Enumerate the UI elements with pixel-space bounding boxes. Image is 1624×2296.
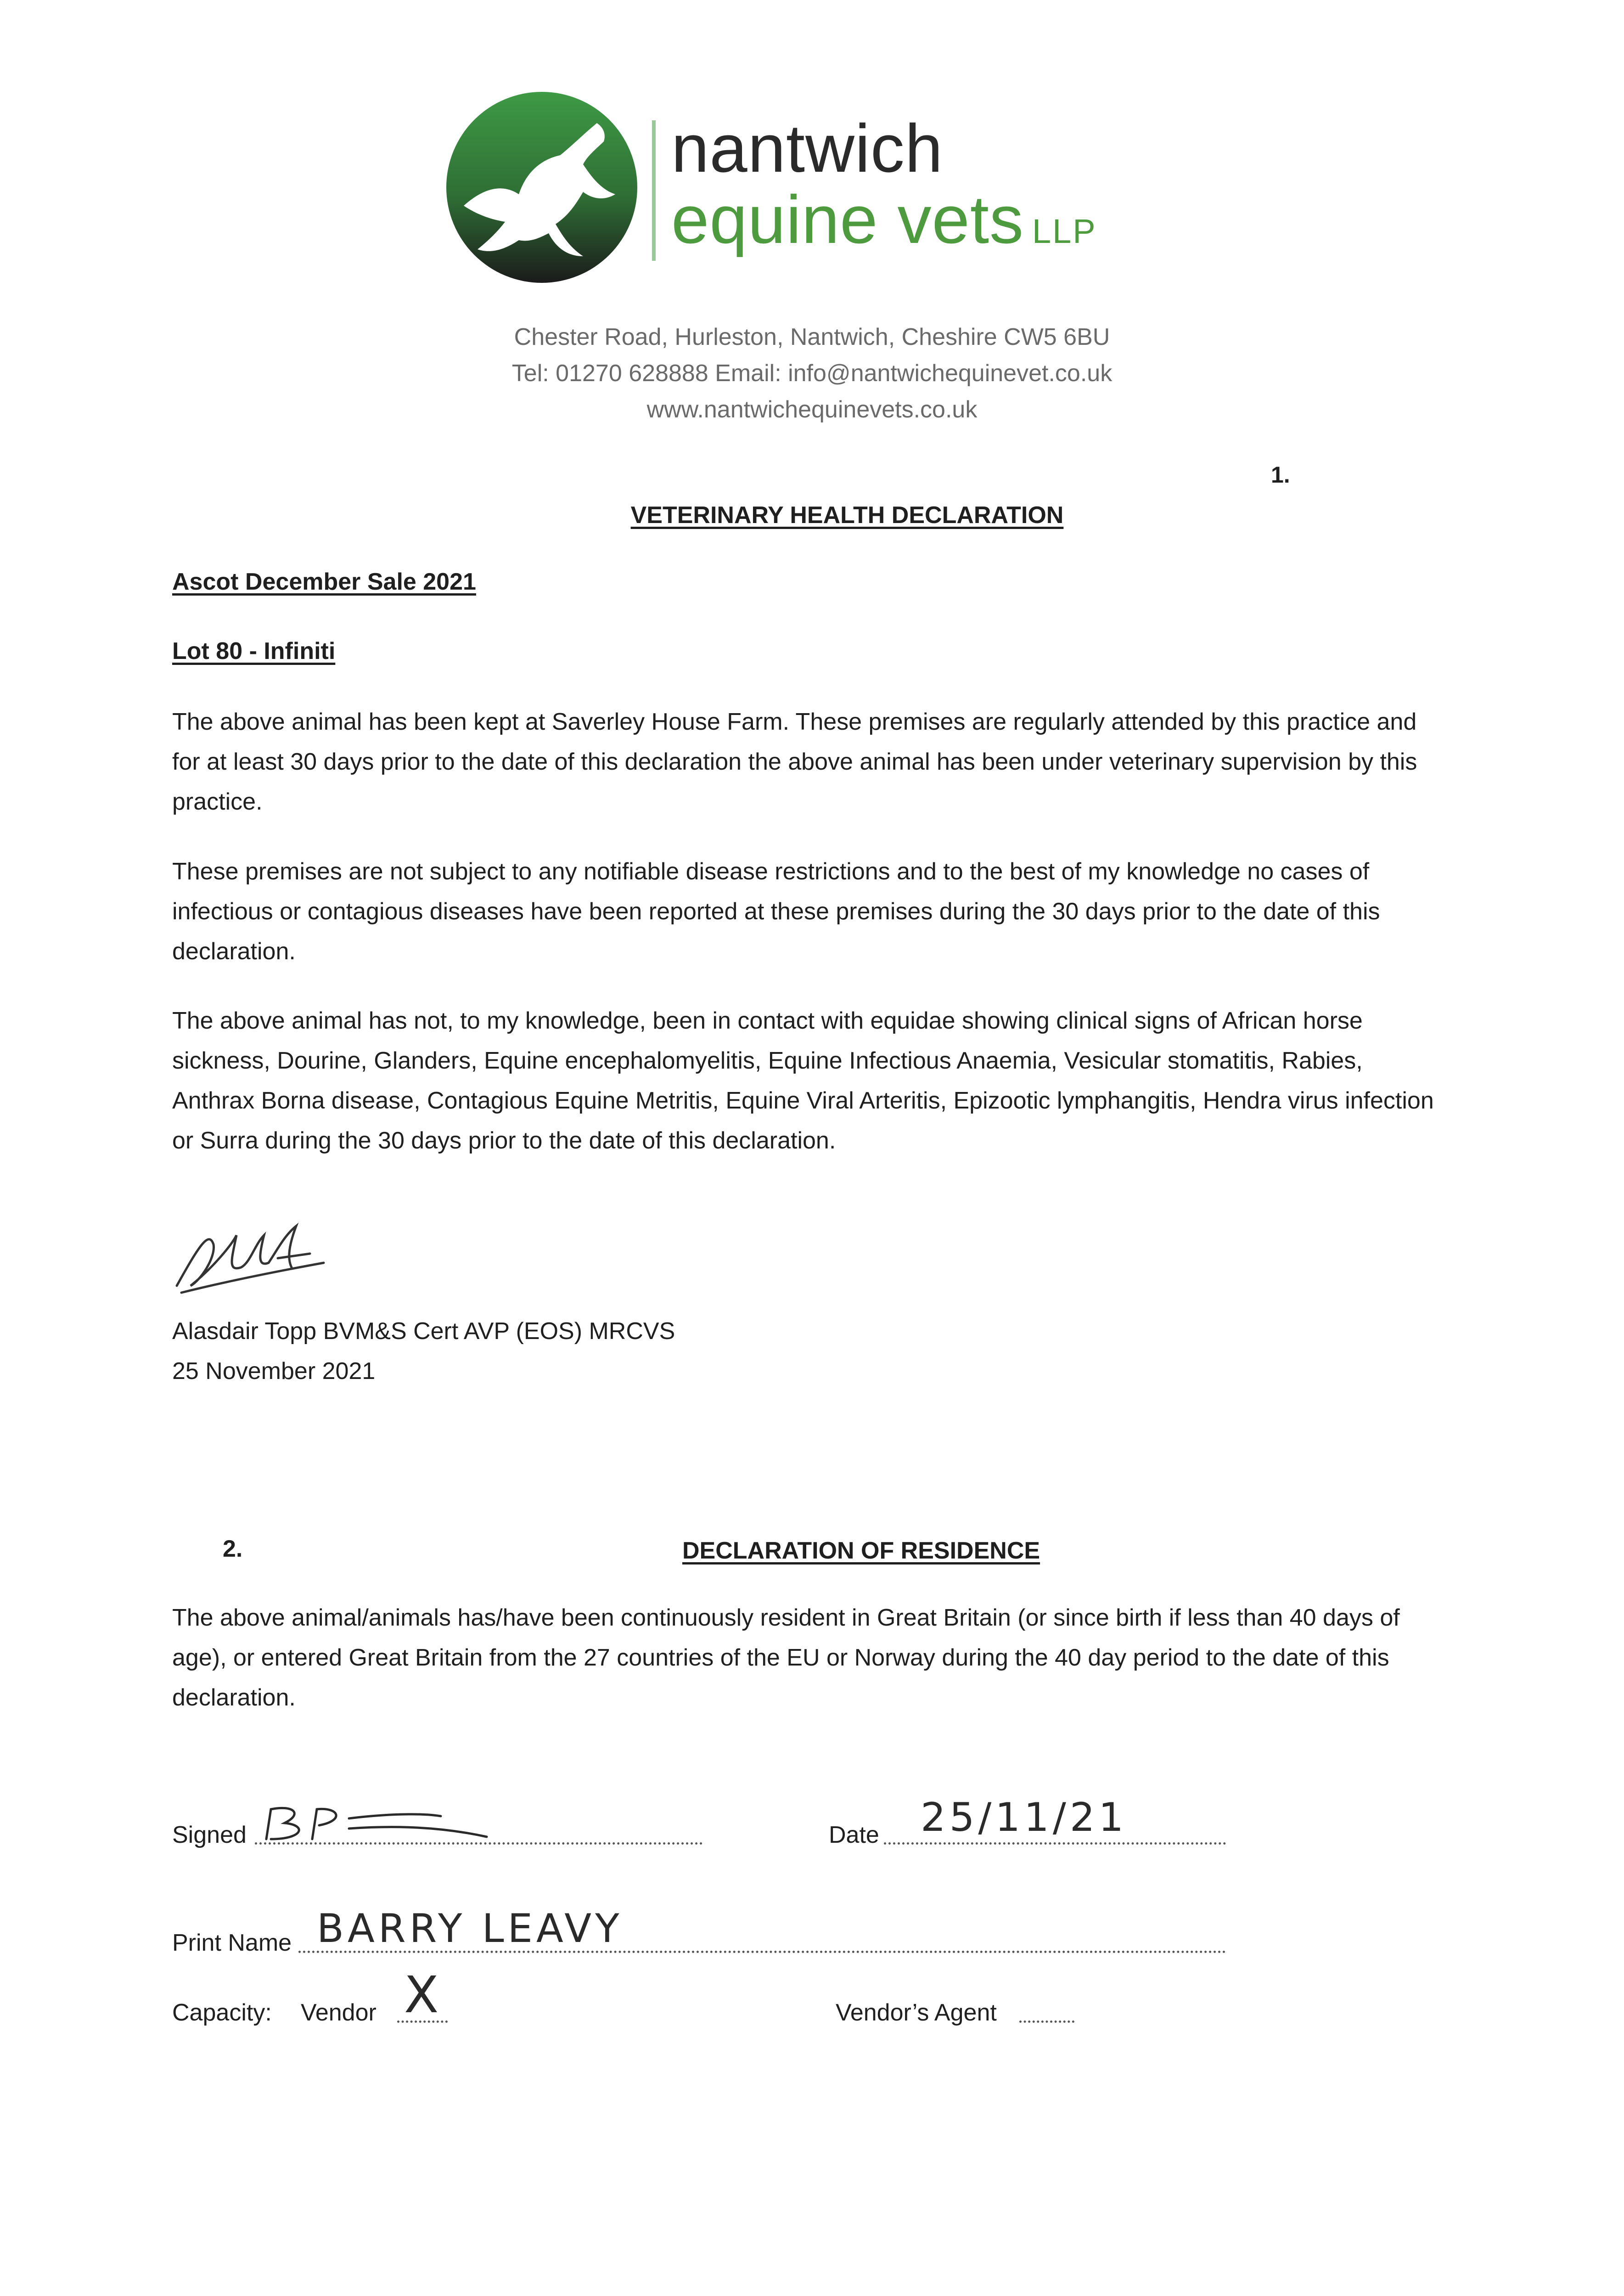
date-dotted-line — [884, 1842, 1226, 1845]
horse-logo-icon — [445, 91, 638, 284]
paragraph-contact-diseases: The above animal has not, to my knowledge, been in contact with equidae showing clinical signs of African horse sickness, Dourine, Glanders, Equine encephalomyelitis, Equine Infectious Anaemia, Vesicular stomatitis, Rabies, Anthrax Borna disease, Contagious Equine Metritis, Equine Viral Arteritis, Epizootic lymphangitis, Hendra virus infection or Surra during the 30 days prior to the date of this declaration. — [172, 1007, 1434, 1154]
vet-date: 25 November 2021 — [172, 1358, 376, 1384]
brand-suffix: LLP — [1032, 212, 1097, 250]
print-name-label: Print Name — [172, 1930, 292, 1956]
section-2-number: 2. — [223, 1536, 243, 1562]
paragraph-residence: The above animal/animals has/have been continuously resident in Great Britain (or since birth if less than 40 days of age), or entered Great Britain from the 27 countries of the EU or Norway during the 40 day period to the date of this declaration. — [172, 1604, 1400, 1711]
print-name-value: BARRY LEAVY — [317, 1906, 623, 1952]
vet-name: Alasdair Topp BVM&S Cert AVP (EOS) MRCVS — [172, 1318, 675, 1345]
capacity-label: Capacity: — [172, 1999, 272, 2026]
vendor-agent-dotted-line — [1019, 2020, 1074, 2023]
brand-subtitle: equine vets LLP — [671, 182, 1097, 258]
vendor-agent-label: Vendor’s Agent — [836, 1999, 997, 2026]
date-label: Date — [829, 1822, 879, 1848]
vendor-signature — [257, 1800, 496, 1848]
website-line: www.nantwichequinevets.co.uk — [646, 396, 978, 423]
vendor-mark: X — [404, 1965, 443, 2024]
paragraph-restrictions: These premises are not subject to any notifiable disease restrictions and to the best of my knowledge no cases of infectious or contagious diseases have been reported at these premises during the 30 days prior to the date of this declaration. — [172, 858, 1380, 965]
section-1-title: VETERINARY HEALTH DECLARATION — [630, 502, 1064, 529]
signed-label: Signed — [172, 1822, 247, 1848]
logo-divider — [652, 120, 656, 261]
section-1-number: 1. — [1271, 462, 1290, 488]
vet-signature — [172, 1217, 328, 1302]
address-line: Chester Road, Hurleston, Nantwich, Cheshire CW5 6BU — [514, 324, 1110, 350]
date-value: 25/11/21 — [921, 1795, 1128, 1840]
paragraph-premises: The above animal has been kept at Saverley House Farm. These premises are regularly attended by this practice and for at least 30 days prior to the date of this declaration the above animal has been under veterinary supervision by this practice. — [172, 709, 1417, 815]
section-2-title: DECLARATION OF RESIDENCE — [682, 1537, 1040, 1564]
contact-line: Tel: 01270 628888 Email: info@nantwichequinevet.co.uk — [511, 360, 1113, 387]
lot-title: Lot 80 - Infiniti — [172, 638, 336, 664]
brand-name: nantwich — [671, 111, 944, 186]
sale-title: Ascot December Sale 2021 — [172, 568, 476, 595]
vendor-label: Vendor — [301, 1999, 376, 2026]
company-logo — [445, 91, 638, 284]
